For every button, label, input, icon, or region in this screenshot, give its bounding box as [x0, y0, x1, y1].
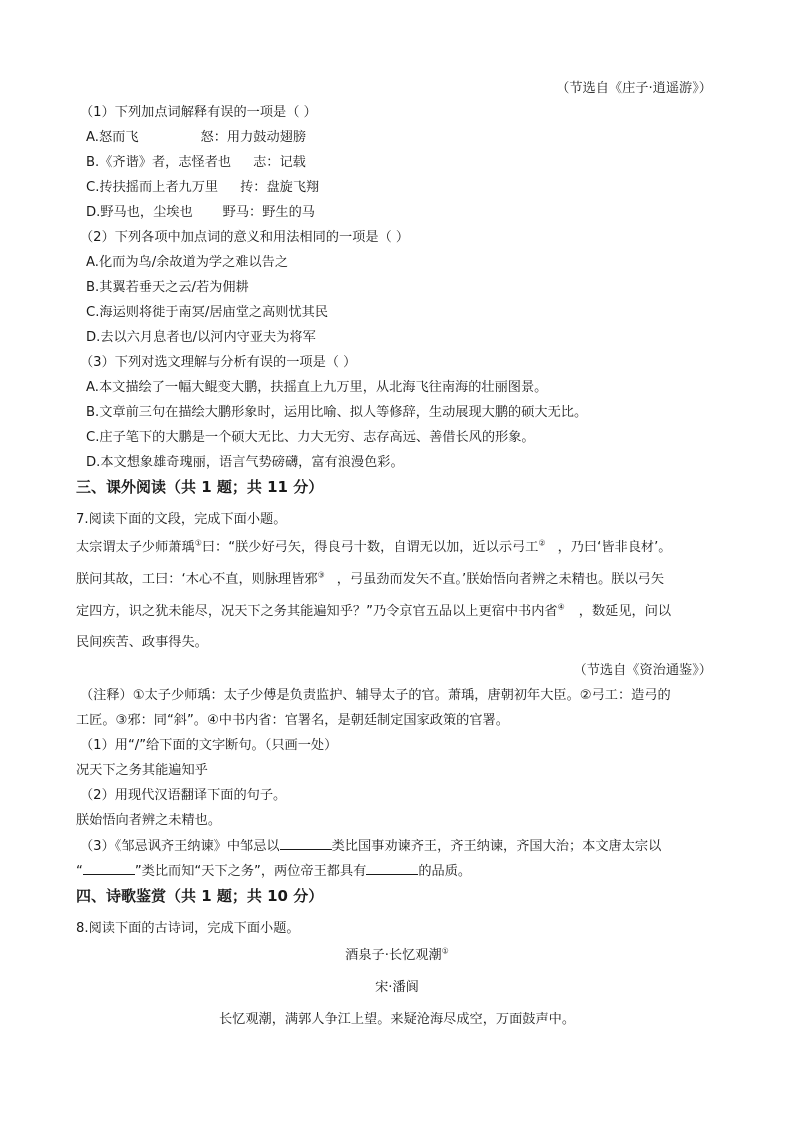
q7-sub2-text: 朕始悟向者辨之未精也。: [76, 813, 222, 828]
q7-sub3-text: “: [76, 864, 83, 879]
passage-text: 太宗谓太子少师萧瑀: [76, 540, 195, 555]
q1-option-a: [86, 129, 306, 147]
section-4-heading: 四、诗歌鉴赏（共 1 题；共 10 分）: [76, 887, 324, 905]
q1-stem: （1）下列加点词解释有误的一项是（ ）: [80, 105, 317, 120]
answer-blank[interactable]: [83, 862, 135, 875]
q3-option-b: B.文章前三句在描绘大鹏形象时，运用比喻、拟人等修辞，生动展现大鹏的硕大无比。: [86, 405, 588, 420]
q1-option-b: [86, 154, 306, 172]
poem-title-text: 酒泉子·长忆观潮: [345, 948, 442, 963]
passage-text: 曰：“朕少好弓矢，得良弓十数，自谓无以加，近以示弓工: [201, 540, 539, 555]
q7-intro: 7.阅读下面的文段，完成下面小题。: [76, 512, 287, 527]
q7-sub3-text: ”类比而知“天下之务”，两位帝王都具有: [134, 864, 367, 879]
q1-option-d-gloss: 野马：野生的马: [222, 205, 315, 220]
poem-title: [0, 947, 794, 965]
q7-sub2: （2）用现代汉语翻译下面的句子。: [80, 788, 287, 803]
q7-sub3-text: （3）《邹忌讽齐王纳谏》中邹忌以: [80, 839, 280, 854]
q8-intro: 8.阅读下面的古诗词，完成下面小题。: [76, 921, 300, 936]
q7-sub3-line-1: [80, 837, 661, 856]
q1-option-d-text: D.野马也，尘埃也: [86, 205, 193, 220]
q1-option-a-text: A.怒而飞: [86, 130, 139, 145]
source-zhuangzi: （节选自《庄子·逍遥游》）: [556, 81, 712, 96]
q2-stem: （2）下列各项中加点词的意义和用法相同的一项是（ ）: [80, 230, 410, 245]
q3-option-c: C.庄子笔下的大鹏是一个硕大无比、力大无穷、志存高远、善借长风的形象。: [86, 430, 535, 445]
q7-note-line-2: 工匠。③邪：同“斜”。④中书内省：官署名，是朝廷制定国家政策的官署。: [76, 713, 509, 728]
note-marker: ③: [317, 570, 325, 580]
q1-option-c: [86, 179, 319, 197]
note-marker: ④: [557, 602, 565, 612]
q7-passage-line-4: 民间疾苦、政事得失。: [76, 635, 208, 650]
q2-option-c: C.海运则将徙于南冥/居庙堂之高则忧其民: [86, 305, 329, 320]
q2-option-a: A.化而为鸟/余故道为学之难以告之: [86, 255, 289, 270]
q7-sub1-text: 况天下之务其能遍知乎: [76, 763, 208, 778]
note-marker: ①: [194, 538, 202, 548]
q1-option-c-text: C.抟扶摇而上者九万里: [86, 180, 219, 195]
passage-text: 定四方，识之犹未能尽，况天下之务其能遍知乎？”乃令京官五品以上更宿中书内省: [76, 604, 558, 619]
q7-passage-line-2: [76, 571, 664, 589]
q2-option-d: D.去以六月息者也/以河内守亚夫为将军: [86, 330, 316, 345]
q7-sub3-text: 的品质。: [418, 864, 472, 879]
poem-author: 宋·潘阆: [375, 980, 419, 995]
q3-option-d: D.本文想象雄奇瑰丽，语言气势磅礴，富有浪漫色彩。: [86, 455, 404, 470]
q3-option-a: A.本文描绘了一幅大鲲变大鹏，扶摇直上九万里，从北海飞往南海的壮丽图景。: [86, 380, 548, 395]
q7-note-line-1: （注释）①太子少师瑀：太子少傅是负责监护、辅导太子的官。萧瑀，唐朝初年大臣。②弓工：造弓的: [80, 688, 671, 703]
passage-text: ，乃曰‘皆非良材’。: [557, 540, 672, 555]
q1-option-b-gloss: 志：记载: [253, 155, 306, 170]
poem-line-1: 长忆观潮，满郭人争江上望。来疑沧海尽成空，万面鼓声中。: [218, 1012, 576, 1027]
passage-text: ，数延见，问以: [578, 604, 672, 619]
answer-blank[interactable]: [280, 837, 332, 850]
answer-blank[interactable]: [366, 862, 418, 875]
q7-sub3-text: 类比国事劝谏齐王，齐王纳谏，齐国大治；本文唐太宗以: [331, 839, 662, 854]
q3-stem: （3）下列对选文理解与分析有误的一项是（ ）: [80, 355, 357, 370]
passage-text: ，弓虽劲而发矢不直。’朕始悟向者辨之未精也。朕以弓矢: [336, 572, 665, 587]
q1-option-d: [86, 204, 315, 222]
q7-passage-line-3: [76, 603, 671, 621]
note-marker: ①: [441, 946, 449, 956]
q7-passage-line-1: [76, 539, 671, 557]
source-zizhitongjian: （节选自《资治通鉴》）: [573, 663, 712, 678]
section-3-heading: 三、课外阅读（共 1 题；共 11 分）: [76, 478, 324, 496]
q1-option-b-text: B.《齐谐》者，志怪者也: [86, 155, 232, 170]
q7-sub3-line-2: [76, 862, 471, 881]
q2-option-b: B.其翼若垂天之云/若为佣耕: [86, 280, 249, 295]
q1-option-c-gloss: 抟：盘旋飞翔: [240, 180, 320, 195]
q7-sub1: （1）用“/”给下面的文字断句。（只画一处）: [80, 738, 338, 753]
note-marker: ②: [538, 538, 546, 548]
q1-option-a-gloss: 怒：用力鼓动翅膀: [200, 130, 307, 145]
passage-text: 朕问其故，工曰：‘木心不直，则脉理皆邪: [76, 572, 318, 587]
